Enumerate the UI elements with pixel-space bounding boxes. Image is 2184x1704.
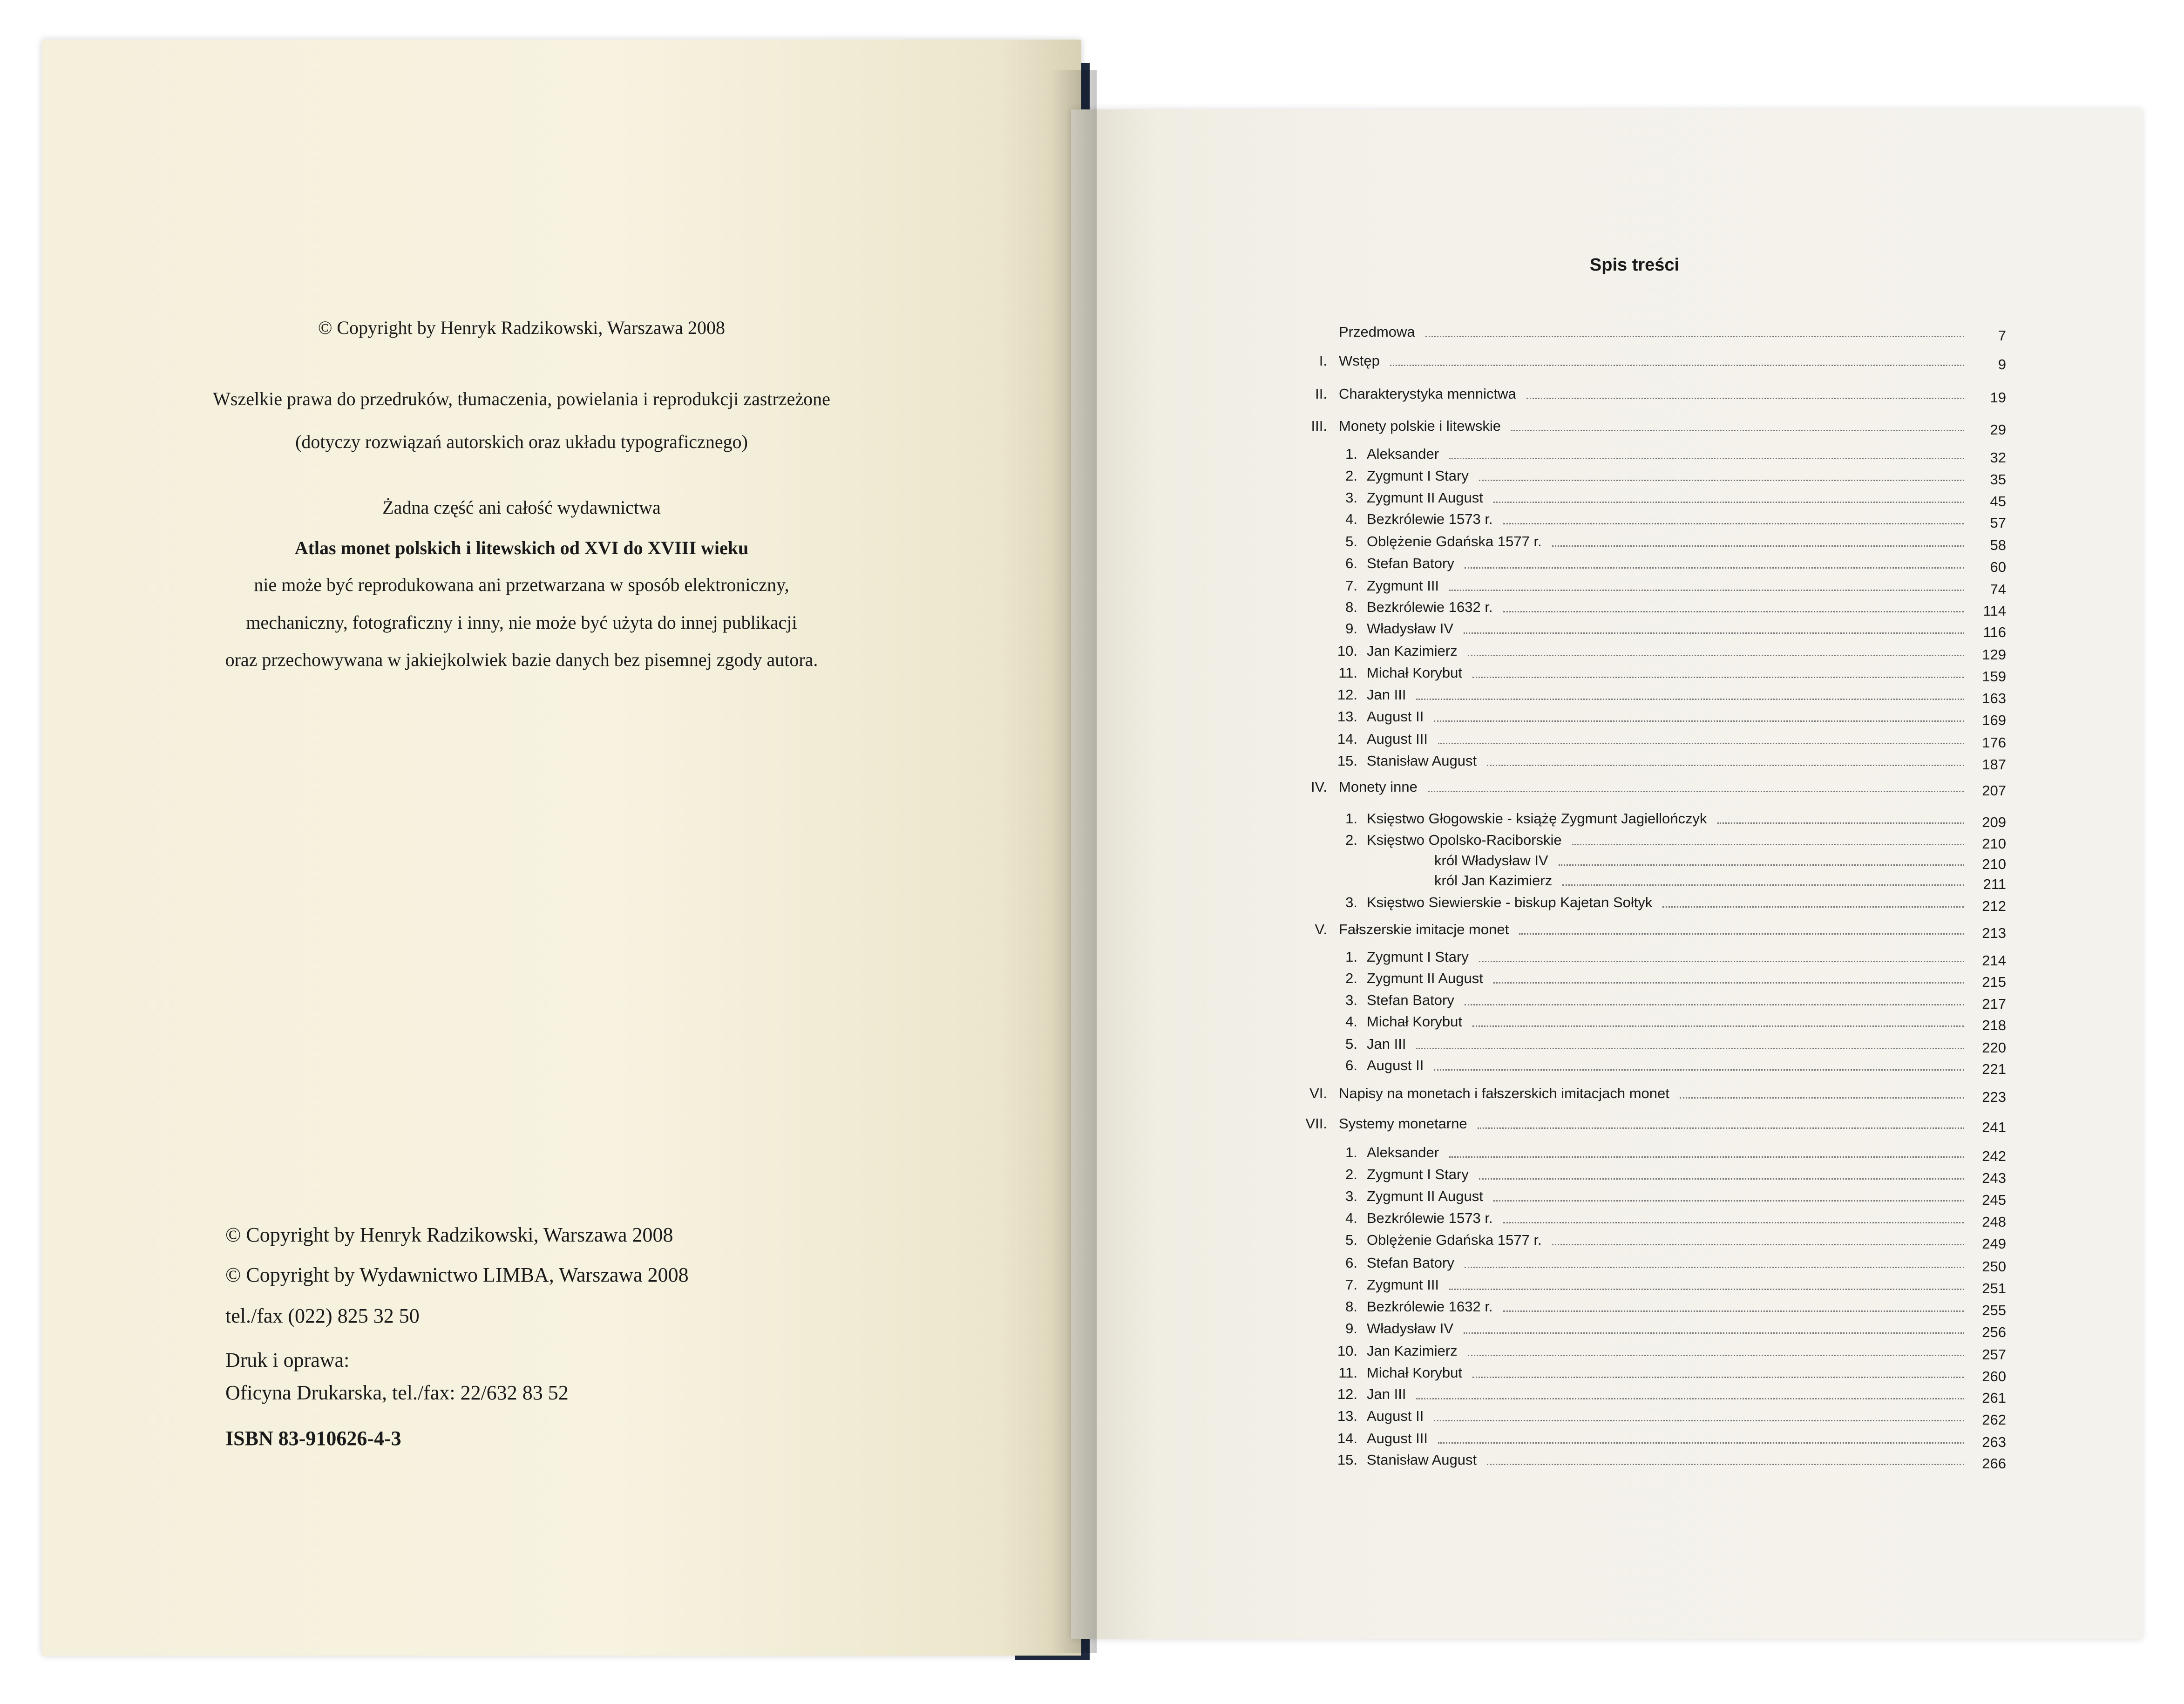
toc-dot-leader — [1526, 398, 1964, 399]
toc-entry-page: 250 — [1982, 1258, 2006, 1275]
toc-entry-number: 2. — [1345, 832, 1357, 848]
toc-entry-label: Przedmowa — [1339, 324, 1415, 340]
toc-entry-page: 207 — [1982, 782, 2006, 799]
toc-entry-page: 220 — [1982, 1039, 2006, 1056]
toc-entry-page: 58 — [1990, 537, 2006, 553]
toc-entry-number: 11. — [1338, 1365, 1357, 1381]
toc-entry-number: 11. — [1338, 665, 1357, 681]
toc-dot-leader — [1493, 502, 1964, 503]
toc-entry-page: 255 — [1982, 1302, 2006, 1318]
toc-entry-label: August II — [1367, 708, 1424, 725]
toc-entry — [1292, 1036, 2006, 1055]
notice-line-3: mechaniczny, fotograficzny i inny, nie może być użyta do innej publikacji — [246, 612, 797, 633]
toc-entry-number: II. — [1315, 386, 1327, 402]
book-title: Atlas monet polskich i litewskich od XVI do XVIII wieku — [294, 537, 749, 558]
rights-line-2: (dotyczy rozwiązań autorskich oraz układu typograficznego) — [295, 431, 748, 452]
toc-entry — [1292, 832, 2006, 851]
toc-dot-leader — [1487, 765, 1964, 766]
footer-printer: Oficyna Drukarska, tel./fax: 22/632 83 52 — [225, 1381, 569, 1404]
toc-entry-number: 5. — [1345, 1232, 1357, 1248]
toc-entry — [1292, 446, 2006, 465]
toc-entry — [1292, 386, 2006, 405]
toc-entry-number: 12. — [1337, 686, 1357, 703]
toc-entry-page: 251 — [1982, 1280, 2006, 1297]
toc-entry-label: August III — [1367, 1430, 1428, 1446]
toc-dot-leader — [1717, 822, 1964, 824]
toc-entry-page: 214 — [1982, 952, 2006, 969]
toc-entry-number: 10. — [1337, 643, 1357, 659]
toc-entry-number: 1. — [1345, 810, 1357, 827]
toc-entry-number: 3. — [1345, 894, 1357, 910]
toc-entry-label: Jan Kazimierz — [1367, 643, 1458, 659]
toc-entry — [1292, 970, 2006, 990]
toc-dot-leader — [1468, 655, 1964, 656]
toc-entry-page: 211 — [1983, 876, 2006, 892]
toc-entry-label: Monety inne — [1339, 779, 1418, 795]
toc-entry-page: 218 — [1982, 1017, 2006, 1033]
toc-dot-leader — [1449, 458, 1964, 459]
toc-entry-page: 57 — [1990, 515, 2006, 531]
toc-entry — [1292, 1144, 2006, 1164]
toc-entry — [1292, 665, 2006, 684]
toc-entry — [1292, 353, 2006, 372]
toc-entry-number: VII. — [1305, 1115, 1327, 1132]
toc-entry-number: 9. — [1345, 620, 1357, 637]
toc-entry — [1292, 949, 2006, 968]
toc-title: Spis treści — [1589, 255, 1680, 275]
toc-entry-label: Aleksander — [1367, 1144, 1439, 1161]
toc-dot-leader — [1464, 1332, 1964, 1334]
toc-entry-number: 6. — [1345, 1255, 1357, 1271]
toc-entry — [1292, 1188, 2006, 1208]
toc-entry-number: 15. — [1337, 753, 1357, 769]
toc-entry — [1292, 1365, 2006, 1384]
toc-dot-leader — [1465, 1267, 1964, 1268]
toc-entry-page: 266 — [1982, 1455, 2006, 1472]
toc-entry-number: 9. — [1345, 1320, 1357, 1337]
toc-entry — [1292, 1255, 2006, 1274]
toc-entry-page: 243 — [1982, 1170, 2006, 1186]
toc-entry — [1292, 872, 2006, 892]
toc-entry-number: V. — [1315, 921, 1327, 937]
toc-entry-label: Zygmunt I Stary — [1367, 468, 1469, 484]
toc-dot-leader — [1472, 1025, 1964, 1027]
toc-entry — [1292, 810, 2006, 830]
toc-entry — [1292, 418, 2006, 437]
toc-dot-leader — [1465, 567, 1964, 569]
toc-dot-leader — [1552, 1244, 1964, 1245]
toc-dot-leader — [1503, 611, 1964, 612]
gutter-shadow — [1050, 70, 1097, 1653]
toc-entry-number: 4. — [1345, 1210, 1357, 1226]
toc-dot-leader — [1425, 336, 1964, 337]
toc-entry-number: 6. — [1345, 1057, 1357, 1073]
toc-entry-number: 14. — [1337, 1430, 1357, 1446]
toc-entry — [1292, 599, 2006, 618]
toc-entry-page: 32 — [1990, 449, 2006, 466]
toc-entry-number: 3. — [1345, 489, 1357, 506]
toc-entry-label: Zygmunt II August — [1367, 970, 1483, 986]
toc-entry-label: Zygmunt III — [1367, 1276, 1439, 1293]
toc-dot-leader — [1479, 961, 1964, 962]
toc-entry-page: 257 — [1982, 1346, 2006, 1363]
toc-entry-label: Zygmunt III — [1367, 577, 1439, 594]
toc-entry-page: 217 — [1982, 996, 2006, 1012]
toc-dot-leader — [1434, 1069, 1964, 1071]
toc-entry-label: Władysław IV — [1367, 620, 1454, 637]
toc-entry-label: Napisy na monetach i fałszerskich imitacjach monet — [1339, 1085, 1669, 1101]
toc-entry-label: Aleksander — [1367, 446, 1439, 462]
toc-entry-label: Fałszerskie imitacje monet — [1339, 921, 1509, 937]
toc-entry-page: 263 — [1982, 1434, 2006, 1450]
footer-copyright-author: © Copyright by Henryk Radzikowski, Warszawa 2008 — [225, 1223, 673, 1246]
toc-entry-page: 35 — [1990, 471, 2006, 488]
toc-entry-label: Księstwo Opolsko-Raciborskie — [1367, 832, 1562, 848]
footer-print-heading: Druk i oprawa: — [225, 1349, 350, 1371]
toc-entry-label: Stefan Batory — [1367, 992, 1454, 1008]
toc-dot-leader — [1511, 430, 1964, 431]
toc-entry-label: Monety polskie i litewskie — [1339, 418, 1501, 434]
toc-dot-leader — [1680, 1097, 1964, 1099]
toc-entry — [1292, 489, 2006, 509]
toc-entry — [1292, 643, 2006, 662]
toc-entry-page: 260 — [1982, 1368, 2006, 1385]
toc-dot-leader — [1503, 523, 1964, 524]
toc-entry-number: 10. — [1337, 1343, 1357, 1359]
toc-entry-number: 2. — [1345, 1166, 1357, 1182]
toc-entry-number: 5. — [1345, 533, 1357, 550]
toc-dot-leader — [1438, 1442, 1964, 1444]
toc-entry-page: 60 — [1990, 559, 2006, 575]
toc-entry-number: 14. — [1337, 731, 1357, 747]
toc-dot-leader — [1465, 1004, 1964, 1005]
toc-entry-label: Jan III — [1367, 1036, 1406, 1052]
toc-entry-number: 8. — [1345, 1298, 1357, 1315]
toc-dot-leader — [1428, 791, 1964, 792]
toc-entry-page: 74 — [1990, 581, 2006, 597]
toc-entry — [1292, 921, 2006, 941]
toc-entry-number: VI. — [1309, 1085, 1327, 1101]
toc-entry-label: Charakterystyka mennictwa — [1339, 386, 1516, 402]
toc-dot-leader — [1559, 864, 1964, 866]
toc-dot-leader — [1416, 699, 1964, 700]
toc-entry-label: Systemy monetarne — [1339, 1115, 1467, 1132]
toc-entry-page: 129 — [1982, 646, 2006, 663]
toc-entry-page: 187 — [1982, 756, 2006, 773]
toc-entry-label: Stefan Batory — [1367, 1255, 1454, 1271]
toc-entry-page: 116 — [1983, 624, 2006, 640]
toc-entry-page: 163 — [1982, 690, 2006, 706]
toc-entry-page: 7 — [1998, 327, 2006, 344]
toc-entry — [1292, 555, 2006, 575]
toc-entry — [1292, 1232, 2006, 1251]
toc-entry-number: 7. — [1345, 577, 1357, 594]
toc-entry-page: 261 — [1982, 1390, 2006, 1406]
toc-entry-label: Zygmunt II August — [1367, 1188, 1483, 1204]
toc-entry — [1292, 753, 2006, 772]
toc-entry-label: Michał Korybut — [1367, 1365, 1463, 1381]
toc-entry — [1292, 1298, 2006, 1318]
toc-entry-label: Michał Korybut — [1367, 665, 1463, 681]
toc-entry — [1292, 894, 2006, 914]
toc-entry — [1292, 686, 2006, 706]
toc-dot-leader — [1416, 1398, 1964, 1399]
toc-dot-leader — [1416, 1048, 1964, 1049]
toc-dot-leader — [1449, 1289, 1964, 1290]
toc-entry — [1292, 1386, 2006, 1405]
toc-entry-page: 241 — [1982, 1119, 2006, 1135]
toc-entry-label: Jan Kazimierz — [1367, 1343, 1458, 1359]
toc-entry-label: Bezkrólewie 1632 r. — [1367, 599, 1493, 615]
toc-dot-leader — [1479, 480, 1964, 481]
toc-entry-number: 2. — [1345, 468, 1357, 484]
toc-entry-number: 1. — [1345, 446, 1357, 462]
toc-entry-number: I. — [1319, 353, 1327, 369]
toc-entry-page: 210 — [1982, 835, 2006, 852]
toc-entry-label: Stanisław August — [1367, 1452, 1477, 1468]
toc-entry-page: 245 — [1982, 1192, 2006, 1208]
toc-entry-page: 209 — [1982, 814, 2006, 830]
toc-entry-page: 221 — [1982, 1061, 2006, 1077]
toc-dot-leader — [1472, 1377, 1964, 1378]
toc-entry-label: Oblężenie Gdańska 1577 r. — [1367, 1232, 1542, 1248]
toc-entry-page: 169 — [1982, 712, 2006, 728]
toc-entry-label: Zygmunt I Stary — [1367, 949, 1469, 965]
toc-entry — [1292, 1430, 2006, 1450]
toc-entry — [1292, 577, 2006, 597]
toc-entry — [1292, 1452, 2006, 1471]
toc-entry-page: 114 — [1983, 603, 2006, 619]
toc-entry — [1292, 1276, 2006, 1296]
rights-line-1: Wszelkie prawa do przedruków, tłumaczenia, powielania i reprodukcji zastrzeżone — [213, 388, 830, 409]
toc-entry-page: 248 — [1982, 1214, 2006, 1230]
toc-dot-leader — [1487, 1464, 1964, 1465]
toc-entry-page: 9 — [1998, 356, 2006, 373]
toc-entry-number: III. — [1311, 418, 1327, 434]
toc-entry — [1292, 533, 2006, 553]
toc-dot-leader — [1503, 1222, 1964, 1223]
toc-dot-leader — [1468, 1355, 1964, 1356]
toc-entry-label: Jan III — [1367, 1386, 1406, 1402]
toc-entry-number: 3. — [1345, 992, 1357, 1008]
toc-entry — [1292, 1013, 2006, 1033]
toc-entry-number: 4. — [1345, 1013, 1357, 1030]
toc-entry-page: 223 — [1982, 1089, 2006, 1105]
left-page — [42, 40, 1081, 1656]
toc-entry-number: 2. — [1345, 970, 1357, 986]
toc-entry-page: 242 — [1982, 1148, 2006, 1164]
toc-dot-leader — [1438, 743, 1964, 744]
copyright-top: © Copyright by Henryk Radzikowski, Warszawa 2008 — [318, 317, 726, 338]
toc-entry-number: 1. — [1345, 1144, 1357, 1161]
toc-entry-page: 256 — [1982, 1324, 2006, 1340]
toc-dot-leader — [1503, 1310, 1964, 1312]
toc-entry-label: Księstwo Głogowskie - książę Zygmunt Jagiellończyk — [1367, 810, 1707, 827]
toc-entry-page: 212 — [1982, 898, 2006, 914]
toc-dot-leader — [1562, 884, 1964, 886]
toc-entry — [1292, 731, 2006, 750]
toc-entry — [1292, 779, 2006, 798]
toc-entry-label: Władysław IV — [1367, 1320, 1454, 1337]
toc-entry-label: Zygmunt I Stary — [1367, 1166, 1469, 1182]
toc-entry-label: król Władysław IV — [1434, 852, 1548, 869]
toc-entry-label: król Jan Kazimierz — [1434, 872, 1553, 889]
toc-entry — [1292, 620, 2006, 640]
toc-entry-page: 19 — [1990, 389, 2006, 406]
toc-entry — [1292, 1057, 2006, 1077]
toc-dot-leader — [1464, 632, 1964, 634]
toc-entry — [1292, 1085, 2006, 1105]
toc-entry-label: Michał Korybut — [1367, 1013, 1463, 1030]
toc-entry — [1292, 708, 2006, 728]
toc-dot-leader — [1449, 1156, 1964, 1158]
toc-dot-leader — [1493, 982, 1964, 984]
toc-entry — [1292, 852, 2006, 872]
toc-entry-label: August II — [1367, 1057, 1424, 1073]
toc-entry — [1292, 324, 2006, 343]
toc-entry-page: 249 — [1982, 1236, 2006, 1252]
toc-entry — [1292, 468, 2006, 487]
toc-entry — [1292, 1210, 2006, 1229]
toc-dot-leader — [1449, 590, 1964, 591]
toc-entry-label: Zygmunt II August — [1367, 489, 1483, 506]
toc-entry-number: 13. — [1337, 1408, 1357, 1424]
toc-entry-label: August II — [1367, 1408, 1424, 1424]
toc-entry-number: 13. — [1337, 708, 1357, 725]
toc-entry-page: 176 — [1982, 734, 2006, 751]
toc-entry — [1292, 1320, 2006, 1340]
notice-line-2: nie może być reprodukowana ani przetwarzana w sposób elektroniczny, — [254, 574, 789, 595]
footer-telfax: tel./fax (022) 825 32 50 — [225, 1304, 420, 1327]
toc-entry-number: 12. — [1337, 1386, 1357, 1402]
toc-dot-leader — [1552, 545, 1964, 547]
toc-entry-label: Stefan Batory — [1367, 555, 1454, 571]
toc-entry-page: 262 — [1982, 1412, 2006, 1428]
toc-dot-leader — [1434, 720, 1964, 722]
toc-entry-number: 15. — [1337, 1452, 1357, 1468]
toc-entry-page: 210 — [1982, 856, 2006, 872]
toc-entry-number: 7. — [1345, 1276, 1357, 1293]
toc-entry — [1292, 1166, 2006, 1186]
toc-entry-label: August III — [1367, 731, 1428, 747]
toc-entry-number: 5. — [1345, 1036, 1357, 1052]
toc-dot-leader — [1662, 906, 1964, 908]
toc-entry — [1292, 1408, 2006, 1427]
toc-entry-page: 213 — [1982, 925, 2006, 941]
toc-dot-leader — [1390, 365, 1964, 366]
toc-entry-number: 8. — [1345, 599, 1357, 615]
toc-entry-page: 215 — [1982, 974, 2006, 990]
toc-entry — [1292, 511, 2006, 530]
notice-line-1: Żadna część ani całość wydawnictwa — [382, 497, 661, 518]
toc-dot-leader — [1519, 933, 1964, 935]
toc-entry-label: Jan III — [1367, 686, 1406, 703]
toc-entry-label: Stanisław August — [1367, 753, 1477, 769]
footer-isbn: ISBN 83-910626-4-3 — [225, 1427, 401, 1450]
toc-dot-leader — [1478, 1127, 1964, 1129]
toc-dot-leader — [1572, 844, 1964, 845]
toc-entry-label: Bezkrólewie 1632 r. — [1367, 1298, 1493, 1315]
toc-entry-page: 29 — [1990, 421, 2006, 438]
toc-entry-number: 6. — [1345, 555, 1357, 571]
toc-entry — [1292, 992, 2006, 1012]
toc-dot-leader — [1472, 677, 1964, 678]
toc-dot-leader — [1479, 1178, 1964, 1180]
toc-entry-page: 45 — [1990, 493, 2006, 509]
toc-dot-leader — [1434, 1420, 1964, 1421]
toc-entry-page: 159 — [1982, 668, 2006, 685]
toc-dot-leader — [1493, 1200, 1964, 1202]
footer-copyright-publisher: © Copyright by Wydawnictwo LIMBA, Warszawa 2008 — [225, 1263, 689, 1286]
toc-entry-number: 3. — [1345, 1188, 1357, 1204]
toc-entry-label: Oblężenie Gdańska 1577 r. — [1367, 533, 1542, 550]
toc-entry-label: Księstwo Siewierskie - biskup Kajetan Sołtyk — [1367, 894, 1653, 910]
toc-entry-label: Wstęp — [1339, 353, 1380, 369]
toc-entry — [1292, 1343, 2006, 1362]
toc-entry — [1292, 1115, 2006, 1135]
toc-entry-label: Bezkrólewie 1573 r. — [1367, 511, 1493, 527]
notice-line-4: oraz przechowywana w jakiejkolwiek bazie danych bez pisemnej zgody autora. — [225, 649, 818, 670]
toc-entry-number: 1. — [1345, 949, 1357, 965]
toc-entry-number: IV. — [1310, 779, 1327, 795]
toc-entry-number: 4. — [1345, 511, 1357, 527]
toc-entry-label: Bezkrólewie 1573 r. — [1367, 1210, 1493, 1226]
